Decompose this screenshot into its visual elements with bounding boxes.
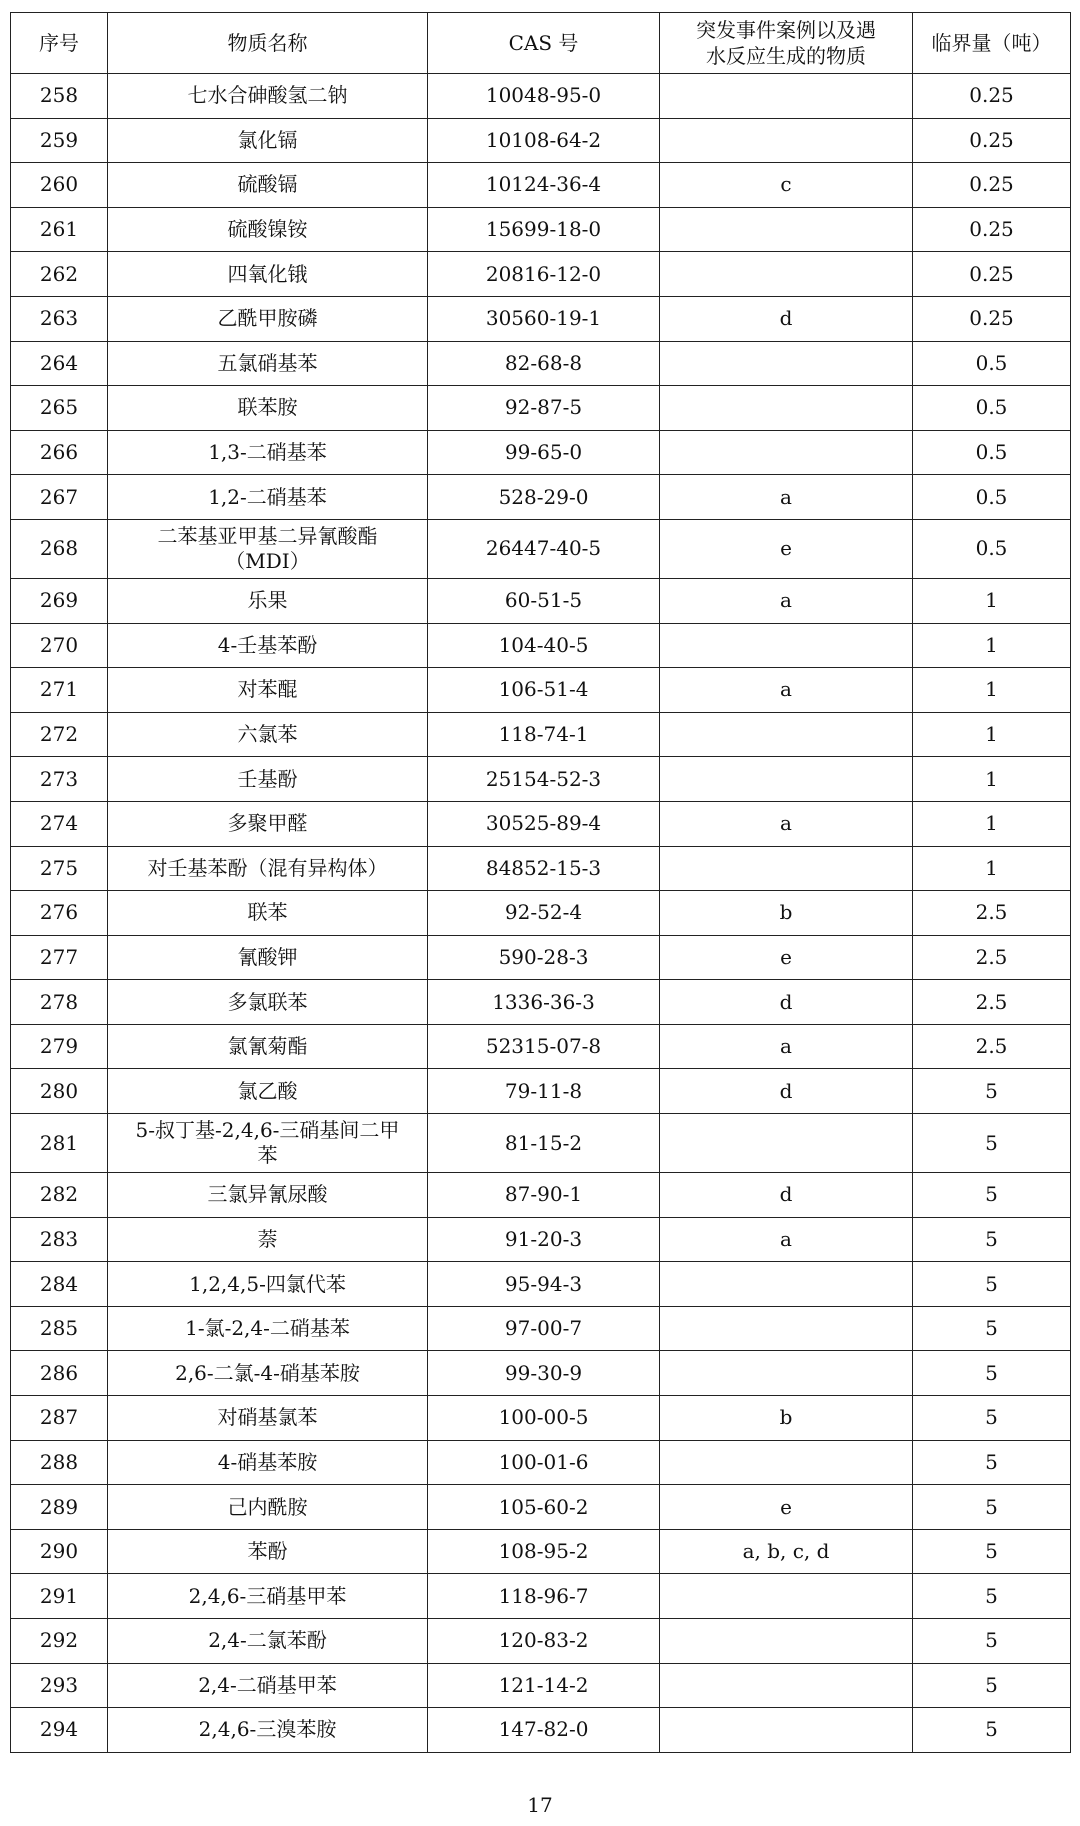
cell-substance-name: 苯酚 <box>108 1529 428 1574</box>
cell-critical-quantity: 2.5 <box>913 935 1071 980</box>
cell-serial-number: 268 <box>11 519 108 578</box>
cell-cas-number: 84852-15-3 <box>428 846 660 891</box>
cell-cas-number: 120-83-2 <box>428 1619 660 1664</box>
cell-cas-number: 91-20-3 <box>428 1217 660 1262</box>
table-row <box>11 1396 1071 1441</box>
cell-incident-case: e <box>660 935 913 980</box>
cell-critical-quantity: 0.5 <box>913 475 1071 520</box>
table-row <box>11 74 1071 119</box>
cell-incident-case: d <box>660 1069 913 1114</box>
cell-substance-name: 对硝基氯苯 <box>108 1396 428 1441</box>
table-body <box>11 74 1071 1753</box>
cell-critical-quantity: 0.25 <box>913 163 1071 208</box>
cell-cas-number: 52315-07-8 <box>428 1024 660 1069</box>
cell-serial-number: 292 <box>11 1619 108 1664</box>
cell-substance-name: 2,4,6-三硝基甲苯 <box>108 1574 428 1619</box>
table-row <box>11 1173 1071 1218</box>
table-row <box>11 578 1071 623</box>
cell-substance-name: 萘 <box>108 1217 428 1262</box>
table-row <box>11 980 1071 1025</box>
cell-serial-number: 293 <box>11 1663 108 1708</box>
cell-cas-number: 25154-52-3 <box>428 757 660 802</box>
cell-incident-case <box>660 386 913 431</box>
cell-substance-name: 1-氯-2,4-二硝基苯 <box>108 1306 428 1351</box>
cell-serial-number: 267 <box>11 475 108 520</box>
cell-critical-quantity: 0.5 <box>913 519 1071 578</box>
cell-cas-number: 99-30-9 <box>428 1351 660 1396</box>
cell-cas-number: 108-95-2 <box>428 1529 660 1574</box>
cell-cas-number: 95-94-3 <box>428 1262 660 1307</box>
cell-cas-number: 100-00-5 <box>428 1396 660 1441</box>
table-row <box>11 1529 1071 1574</box>
cell-substance-name: 联苯 <box>108 891 428 936</box>
substance-name-line2: （MDI） <box>225 548 310 573</box>
cell-serial-number: 280 <box>11 1069 108 1114</box>
table-row <box>11 935 1071 980</box>
cell-incident-case <box>660 207 913 252</box>
cell-substance-name: 对壬基苯酚（混有异构体） <box>108 846 428 891</box>
cell-incident-case <box>660 1619 913 1664</box>
cell-incident-case: d <box>660 296 913 341</box>
cell-serial-number: 276 <box>11 891 108 936</box>
table-row <box>11 668 1071 713</box>
cell-substance-name: 2,4-二硝基甲苯 <box>108 1663 428 1708</box>
cell-serial-number: 273 <box>11 757 108 802</box>
cell-substance-name: 乐果 <box>108 578 428 623</box>
cell-serial-number: 269 <box>11 578 108 623</box>
cell-cas-number: 10108-64-2 <box>428 118 660 163</box>
table-row <box>11 1619 1071 1664</box>
table-row <box>11 1024 1071 1069</box>
cell-substance-name: 联苯胺 <box>108 386 428 431</box>
table-row <box>11 207 1071 252</box>
cell-serial-number: 272 <box>11 712 108 757</box>
cell-incident-case: a <box>660 475 913 520</box>
substance-name-line1: 二苯基亚甲基二异氰酸酯 <box>157 523 378 548</box>
cell-serial-number: 275 <box>11 846 108 891</box>
cell-critical-quantity: 0.25 <box>913 74 1071 119</box>
cell-critical-quantity: 0.5 <box>913 386 1071 431</box>
cell-critical-quantity: 5 <box>913 1306 1071 1351</box>
table-row <box>11 252 1071 297</box>
cell-cas-number: 87-90-1 <box>428 1173 660 1218</box>
cell-critical-quantity: 0.25 <box>913 252 1071 297</box>
cell-cas-number: 590-28-3 <box>428 935 660 980</box>
cell-serial-number: 278 <box>11 980 108 1025</box>
cell-incident-case <box>660 118 913 163</box>
cell-critical-quantity: 5 <box>913 1351 1071 1396</box>
table-row <box>11 1351 1071 1396</box>
cell-critical-quantity: 5 <box>913 1485 1071 1530</box>
cell-incident-case <box>660 1351 913 1396</box>
cell-cas-number: 26447-40-5 <box>428 519 660 578</box>
cell-serial-number: 287 <box>11 1396 108 1441</box>
table-row <box>11 1574 1071 1619</box>
cell-cas-number: 15699-18-0 <box>428 207 660 252</box>
cell-critical-quantity: 5 <box>913 1663 1071 1708</box>
cell-critical-quantity: 5 <box>913 1217 1071 1262</box>
cell-substance-name: 4-硝基苯胺 <box>108 1440 428 1485</box>
cell-incident-case <box>660 252 913 297</box>
cell-substance-name: 氰酸钾 <box>108 935 428 980</box>
header-serial-number: 序号 <box>11 13 108 74</box>
cell-substance-name: 2,4,6-三溴苯胺 <box>108 1708 428 1753</box>
cell-incident-case <box>660 623 913 668</box>
cell-critical-quantity: 1 <box>913 846 1071 891</box>
cell-incident-case <box>660 1306 913 1351</box>
cell-incident-case: d <box>660 1173 913 1218</box>
cell-substance-name: 1,3-二硝基苯 <box>108 430 428 475</box>
cell-serial-number: 283 <box>11 1217 108 1262</box>
cell-critical-quantity: 5 <box>913 1708 1071 1753</box>
cell-serial-number: 271 <box>11 668 108 713</box>
cell-critical-quantity: 5 <box>913 1069 1071 1114</box>
cell-substance-name: 硫酸镉 <box>108 163 428 208</box>
cell-serial-number: 261 <box>11 207 108 252</box>
cell-critical-quantity: 0.5 <box>913 341 1071 386</box>
cell-critical-quantity: 0.25 <box>913 118 1071 163</box>
page-number: 17 <box>527 1793 553 1817</box>
cell-incident-case: a <box>660 1217 913 1262</box>
cell-critical-quantity: 1 <box>913 757 1071 802</box>
cell-substance-name: 硫酸镍铵 <box>108 207 428 252</box>
cell-critical-quantity: 5 <box>913 1440 1071 1485</box>
cell-incident-case <box>660 1440 913 1485</box>
cell-serial-number: 282 <box>11 1173 108 1218</box>
substance-name-line2: 苯 <box>257 1143 278 1168</box>
cell-serial-number: 285 <box>11 1306 108 1351</box>
cell-serial-number: 290 <box>11 1529 108 1574</box>
cell-substance-name: 氯氰菊酯 <box>108 1024 428 1069</box>
cell-substance-name: 六氯苯 <box>108 712 428 757</box>
cell-cas-number: 10048-95-0 <box>428 74 660 119</box>
cell-substance-name: 己内酰胺 <box>108 1485 428 1530</box>
header-critical-quantity: 临界量（吨） <box>913 13 1071 74</box>
cell-cas-number: 92-87-5 <box>428 386 660 431</box>
cell-cas-number: 20816-12-0 <box>428 252 660 297</box>
cell-serial-number: 259 <box>11 118 108 163</box>
cell-cas-number: 10124-36-4 <box>428 163 660 208</box>
cell-serial-number: 291 <box>11 1574 108 1619</box>
cell-substance-name: 乙酰甲胺磷 <box>108 296 428 341</box>
header-cas-number: CAS 号 <box>428 13 660 74</box>
cell-substance-name: 对苯醌 <box>108 668 428 713</box>
cell-serial-number: 264 <box>11 341 108 386</box>
header-incident-cases-line1: 突发事件案例以及遇 <box>696 18 876 42</box>
cell-critical-quantity: 2.5 <box>913 980 1071 1025</box>
cell-serial-number: 263 <box>11 296 108 341</box>
cell-incident-case: a, b, c, d <box>660 1529 913 1574</box>
cell-incident-case <box>660 1262 913 1307</box>
cell-serial-number: 277 <box>11 935 108 980</box>
table-row <box>11 1262 1071 1307</box>
cell-cas-number: 82-68-8 <box>428 341 660 386</box>
cell-serial-number: 258 <box>11 74 108 119</box>
cell-serial-number: 270 <box>11 623 108 668</box>
cell-incident-case: a <box>660 1024 913 1069</box>
table-row <box>11 1069 1071 1114</box>
cell-incident-case: c <box>660 163 913 208</box>
cell-cas-number: 121-14-2 <box>428 1663 660 1708</box>
cell-incident-case <box>660 341 913 386</box>
cell-critical-quantity: 0.25 <box>913 207 1071 252</box>
cell-substance-name: 氯乙酸 <box>108 1069 428 1114</box>
cell-cas-number: 30560-19-1 <box>428 296 660 341</box>
table-row <box>11 341 1071 386</box>
cell-incident-case <box>660 1663 913 1708</box>
table-row <box>11 891 1071 936</box>
cell-incident-case: a <box>660 668 913 713</box>
substance-table <box>10 12 1071 1753</box>
cell-critical-quantity: 1 <box>913 712 1071 757</box>
cell-critical-quantity: 2.5 <box>913 1024 1071 1069</box>
cell-incident-case: a <box>660 578 913 623</box>
cell-critical-quantity: 2.5 <box>913 891 1071 936</box>
cell-cas-number: 528-29-0 <box>428 475 660 520</box>
cell-substance-name: 氯化镉 <box>108 118 428 163</box>
cell-critical-quantity: 5 <box>913 1173 1071 1218</box>
cell-cas-number: 99-65-0 <box>428 430 660 475</box>
cell-cas-number: 79-11-8 <box>428 1069 660 1114</box>
cell-incident-case <box>660 430 913 475</box>
table-row <box>11 801 1071 846</box>
cell-substance-name: 4-壬基苯酚 <box>108 623 428 668</box>
header-substance-name: 物质名称 <box>108 13 428 74</box>
table-row <box>11 1306 1071 1351</box>
cell-cas-number: 118-74-1 <box>428 712 660 757</box>
cell-serial-number: 294 <box>11 1708 108 1753</box>
cell-incident-case: e <box>660 1485 913 1530</box>
cell-serial-number: 279 <box>11 1024 108 1069</box>
cell-serial-number: 281 <box>11 1114 108 1173</box>
cell-critical-quantity: 1 <box>913 801 1071 846</box>
cell-cas-number: 92-52-4 <box>428 891 660 936</box>
cell-substance-name <box>108 1114 428 1173</box>
cell-serial-number: 260 <box>11 163 108 208</box>
cell-critical-quantity: 5 <box>913 1262 1071 1307</box>
table-row <box>11 1217 1071 1262</box>
header-row <box>11 13 1071 74</box>
cell-incident-case: a <box>660 801 913 846</box>
cell-critical-quantity: 1 <box>913 668 1071 713</box>
cell-cas-number: 97-00-7 <box>428 1306 660 1351</box>
cell-serial-number: 289 <box>11 1485 108 1530</box>
header-incident-cases <box>660 13 913 74</box>
cell-incident-case <box>660 712 913 757</box>
substance-name-line1: 5-叔丁基-2,4,6-三硝基间二甲 <box>135 1118 400 1143</box>
cell-critical-quantity: 0.5 <box>913 430 1071 475</box>
table-row <box>11 163 1071 208</box>
cell-cas-number: 106-51-4 <box>428 668 660 713</box>
cell-substance-name: 五氯硝基苯 <box>108 341 428 386</box>
cell-incident-case: d <box>660 980 913 1025</box>
cell-critical-quantity: 1 <box>913 578 1071 623</box>
cell-substance-name: 多氯联苯 <box>108 980 428 1025</box>
cell-substance-name: 三氯异氰尿酸 <box>108 1173 428 1218</box>
cell-serial-number: 286 <box>11 1351 108 1396</box>
cell-substance-name: 1,2,4,5-四氯代苯 <box>108 1262 428 1307</box>
table-row <box>11 430 1071 475</box>
cell-critical-quantity: 1 <box>913 623 1071 668</box>
cell-serial-number: 274 <box>11 801 108 846</box>
cell-incident-case <box>660 1114 913 1173</box>
cell-substance-name: 2,4-二氯苯酚 <box>108 1619 428 1664</box>
table-row <box>11 296 1071 341</box>
cell-substance-name: 四氧化锇 <box>108 252 428 297</box>
table-row <box>11 386 1071 431</box>
cell-critical-quantity: 5 <box>913 1619 1071 1664</box>
cell-substance-name: 多聚甲醛 <box>108 801 428 846</box>
table-row <box>11 1663 1071 1708</box>
cell-cas-number: 118-96-7 <box>428 1574 660 1619</box>
header-incident-cases-line2: 水反应生成的物质 <box>706 44 866 68</box>
cell-cas-number: 81-15-2 <box>428 1114 660 1173</box>
table-row <box>11 118 1071 163</box>
cell-substance-name: 2,6-二氯-4-硝基苯胺 <box>108 1351 428 1396</box>
cell-incident-case <box>660 74 913 119</box>
cell-critical-quantity: 5 <box>913 1114 1071 1173</box>
table-row <box>11 623 1071 668</box>
cell-serial-number: 288 <box>11 1440 108 1485</box>
table-row <box>11 1114 1071 1173</box>
cell-cas-number: 105-60-2 <box>428 1485 660 1530</box>
table-row <box>11 712 1071 757</box>
table-row <box>11 1440 1071 1485</box>
cell-cas-number: 100-01-6 <box>428 1440 660 1485</box>
cell-cas-number: 147-82-0 <box>428 1708 660 1753</box>
cell-critical-quantity: 5 <box>913 1574 1071 1619</box>
cell-substance-name: 七水合砷酸氢二钠 <box>108 74 428 119</box>
table-row <box>11 1708 1071 1753</box>
cell-serial-number: 262 <box>11 252 108 297</box>
table-row <box>11 846 1071 891</box>
table-row <box>11 475 1071 520</box>
cell-cas-number: 1336-36-3 <box>428 980 660 1025</box>
table-row <box>11 519 1071 578</box>
cell-substance-name <box>108 519 428 578</box>
cell-cas-number: 60-51-5 <box>428 578 660 623</box>
cell-incident-case: e <box>660 519 913 578</box>
cell-serial-number: 284 <box>11 1262 108 1307</box>
cell-serial-number: 265 <box>11 386 108 431</box>
cell-cas-number: 30525-89-4 <box>428 801 660 846</box>
cell-substance-name: 1,2-二硝基苯 <box>108 475 428 520</box>
cell-incident-case <box>660 1708 913 1753</box>
cell-substance-name: 壬基酚 <box>108 757 428 802</box>
cell-critical-quantity: 0.25 <box>913 296 1071 341</box>
cell-incident-case <box>660 757 913 802</box>
cell-serial-number: 266 <box>11 430 108 475</box>
table-header <box>11 13 1071 74</box>
cell-incident-case: b <box>660 1396 913 1441</box>
cell-incident-case <box>660 1574 913 1619</box>
table-row <box>11 1485 1071 1530</box>
cell-critical-quantity: 5 <box>913 1396 1071 1441</box>
cell-cas-number: 104-40-5 <box>428 623 660 668</box>
cell-critical-quantity: 5 <box>913 1529 1071 1574</box>
cell-incident-case: b <box>660 891 913 936</box>
table-row <box>11 757 1071 802</box>
cell-incident-case <box>660 846 913 891</box>
